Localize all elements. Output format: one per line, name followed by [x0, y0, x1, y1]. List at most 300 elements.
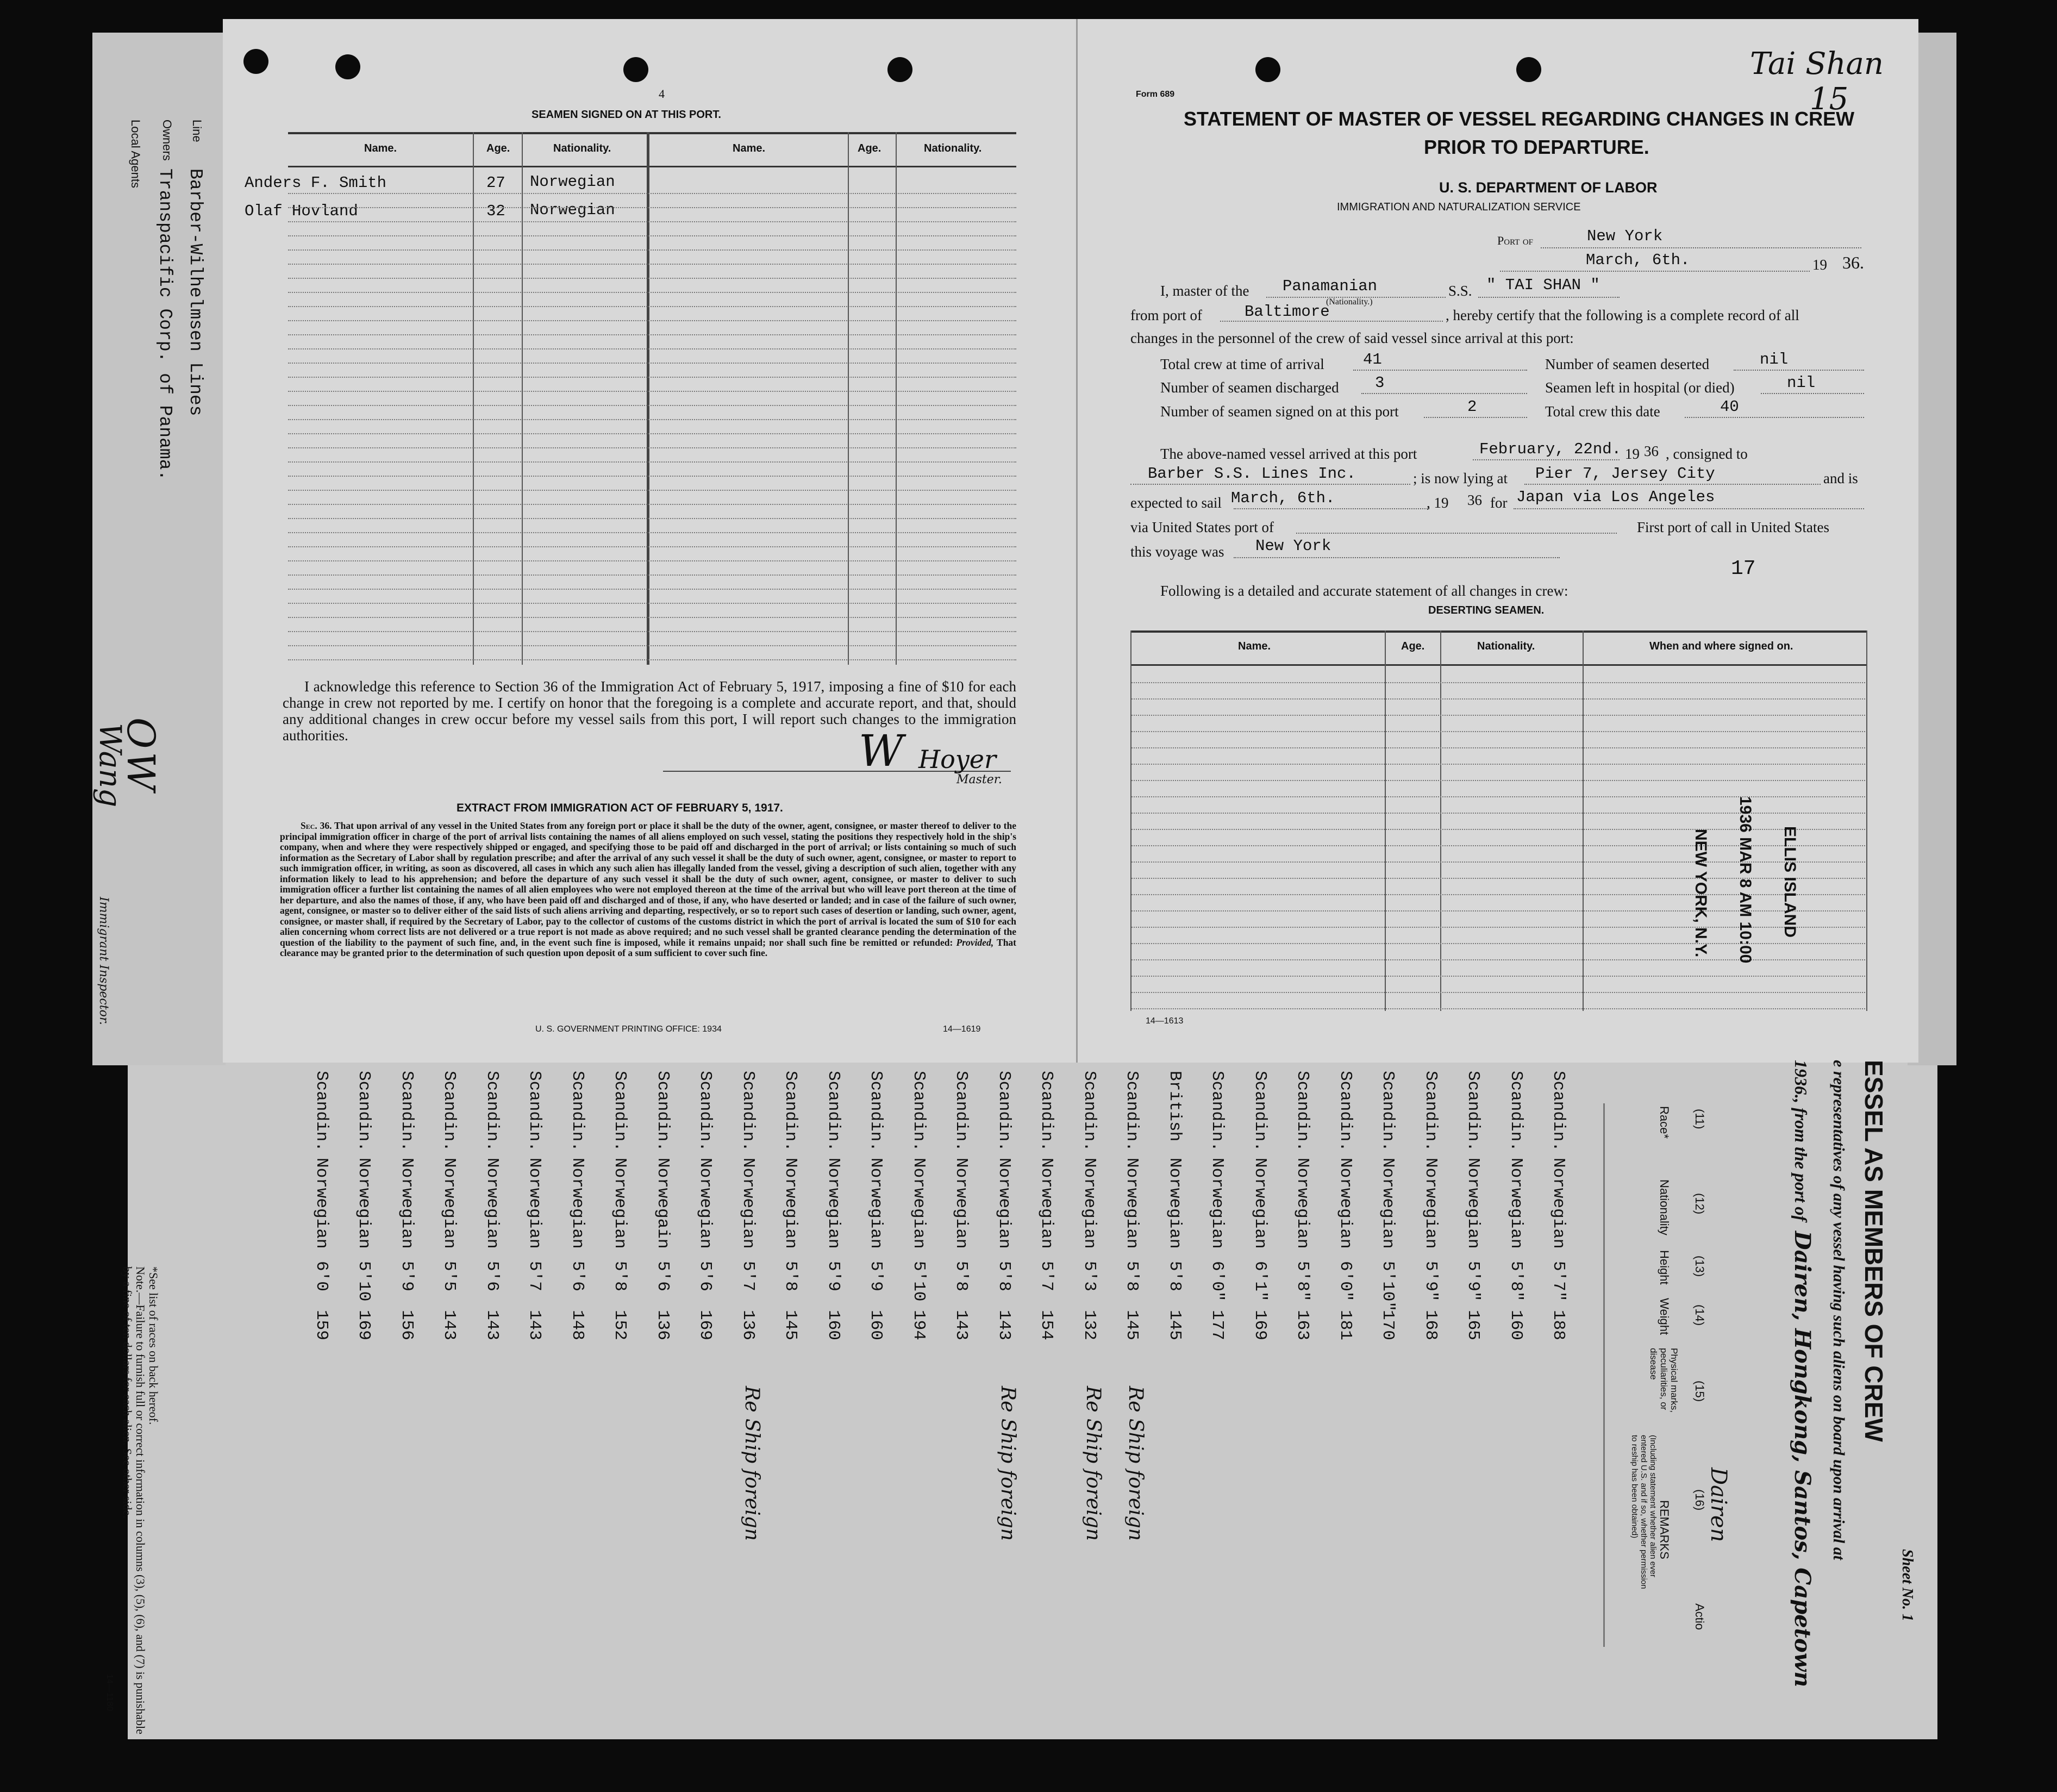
extract-lead: Sec. 36.: [301, 820, 332, 831]
signed-on-age: 27: [486, 174, 505, 192]
ellis-island-stamp-2: 1936 MAR 8 AM 10:00: [1736, 796, 1754, 964]
deserting-col-signed-on: When and where signed on.: [1649, 640, 1793, 652]
table-rule: [288, 207, 1016, 208]
discharged-label: Number of seamen discharged: [1160, 379, 1339, 396]
crew-nationality: Norwegain: [653, 1158, 672, 1249]
crew-nationality: Norwegian: [311, 1158, 331, 1249]
crew-race: Scandin.: [1079, 1071, 1099, 1152]
crew-race: Scandin.: [1037, 1071, 1056, 1152]
owners-label: Owners: [160, 120, 174, 161]
crew-weight: 145: [1165, 1310, 1184, 1340]
crew-nationality: Norwegian: [482, 1158, 502, 1249]
crew-height: 5'7: [738, 1261, 758, 1291]
nationality-caption: (Nationality.): [1326, 297, 1373, 307]
deserting-heading: DESERTING SEAMEN.: [1428, 604, 1545, 616]
crew-weight: 160: [866, 1310, 885, 1340]
col-name-2: Name.: [733, 142, 766, 154]
crew-weight: 143: [440, 1310, 459, 1340]
signed-on-heading: SEAMEN SIGNED ON AT THIS PORT.: [532, 109, 721, 121]
master-signature: W: [859, 726, 904, 776]
crew-nationality: Norwegian: [1421, 1158, 1440, 1249]
crew-nationality: Norwegian: [823, 1158, 843, 1249]
crew-height: 5'8": [1506, 1261, 1525, 1302]
table-rule: [288, 659, 1016, 660]
crew-weight: 148: [567, 1310, 587, 1340]
col-number-nationality: (12): [1693, 1193, 1706, 1215]
signed-on-count-value: 2: [1467, 398, 1477, 416]
crew-remark: Re Ship foreign: [1124, 1386, 1147, 1541]
remarks-note: (Including statement whether alien ever entered U.S. and if so, whether permission to reship has been obtained): [1630, 1435, 1658, 1589]
crew-height: 5'8: [1122, 1261, 1141, 1291]
table-rule: [288, 221, 1016, 222]
table-rule: [1131, 698, 1865, 700]
crew-nationality: Norwegian: [696, 1158, 715, 1249]
punch-hole: [243, 49, 268, 74]
lying-value: Pier 7, Jersey City: [1535, 465, 1715, 483]
certify-text: , hereby certify that the following is a complete record of all: [1446, 307, 1799, 323]
crew-weight: 145: [781, 1310, 800, 1340]
department: U. S. DEPARTMENT OF LABOR: [1439, 179, 1658, 196]
crew-weight: 165: [1464, 1310, 1483, 1340]
signed-on-nationality: Norwegian: [530, 201, 615, 219]
table-rule: [288, 249, 1016, 251]
sheet-label: Sheet No. 1: [1899, 1549, 1916, 1621]
crew-remark: Re Ship foreign: [1081, 1386, 1104, 1541]
crew-nationality: Norwegian: [1464, 1158, 1483, 1249]
crew-weight: 143: [994, 1310, 1014, 1340]
col-number-height: (13): [1693, 1256, 1706, 1277]
crew-weight: 168: [1421, 1310, 1440, 1340]
crew-height: 5'9": [1421, 1261, 1440, 1302]
bottom-form-code: 14—1180: [105, 1674, 114, 1712]
crew-nationality: Norwegian: [781, 1158, 800, 1249]
annotation-number: 15: [1810, 82, 1849, 117]
crew-race: Scandin.: [610, 1071, 629, 1152]
col-number-remarks: (16): [1693, 1489, 1706, 1511]
crew-weight: 154: [1037, 1310, 1056, 1340]
crew-nationality: Norwegian: [1250, 1158, 1270, 1249]
vessel-name: " TAI SHAN ": [1486, 276, 1600, 294]
deserting-col-name: Name.: [1238, 640, 1271, 652]
crew-race: Scandin.: [567, 1071, 587, 1152]
agents-label: Local Agents: [129, 120, 142, 188]
table-rule: [1131, 813, 1865, 814]
table-rule: [288, 377, 1016, 378]
crew-nationality: Norwegian: [1208, 1158, 1227, 1249]
statement-title-1: STATEMENT OF MASTER OF VESSEL REGARDING CHANGES IN CREW: [1184, 108, 1855, 130]
table-rule: [288, 264, 1016, 265]
table-rule: [288, 518, 1016, 519]
annotation-vessel: Tai Shan: [1750, 46, 1884, 82]
crew-race: Scandin.: [397, 1071, 416, 1152]
table-rule: [1131, 780, 1865, 781]
crew-race: Scandin.: [1549, 1071, 1568, 1152]
crew-height: 5'9": [1464, 1261, 1483, 1302]
extract-heading: EXTRACT FROM IMMIGRATION ACT OF FEBRUARY 5, 1917.: [457, 802, 783, 814]
crew-weight: 136: [738, 1310, 758, 1340]
crew-nationality: Norwegian: [952, 1158, 971, 1249]
crew-weight: 152: [610, 1310, 629, 1340]
crew-height: 5'8: [952, 1261, 971, 1291]
deserted-value: nil: [1760, 351, 1789, 369]
crew-height: 5'7": [1549, 1261, 1568, 1302]
footnote-races: *See list of races on back hereof.: [147, 1266, 160, 1425]
inspector-label: Immigrant Inspector.: [97, 897, 110, 1025]
col-nationality-2: Nationality.: [924, 142, 982, 154]
signed-on-nationality: Norwegian: [530, 173, 615, 191]
table-rule: [288, 461, 1016, 463]
crew-height: 6'0: [311, 1261, 331, 1291]
for-label: for: [1490, 495, 1508, 511]
owners-value: Transpacific Corp. of Panama.: [155, 168, 175, 481]
crew-race: Scandin.: [909, 1071, 928, 1152]
table-rule: [1131, 959, 1865, 960]
crew-height: 5'9: [823, 1261, 843, 1291]
col-label-nationality: Nationality: [1658, 1179, 1671, 1235]
year-prefix: 19: [1812, 257, 1827, 273]
crew-race: Scandin.: [653, 1071, 672, 1152]
crew-nationality: Norwegian: [525, 1158, 544, 1249]
changes-text: changes in the personnel of the crew of said vessel since arrival at this port:: [1130, 330, 1574, 346]
crew-remark: Re Ship foreign: [996, 1386, 1019, 1541]
master-signature-2: Hoyer: [918, 745, 997, 774]
arrived-year-prefix: 19: [1625, 446, 1640, 462]
table-rule: [1131, 747, 1865, 748]
crew-height: 5'9: [866, 1261, 885, 1291]
crew-height: 5'8": [1293, 1261, 1312, 1302]
table-rule: [1131, 682, 1865, 683]
total-crew-value: 41: [1363, 351, 1382, 369]
from-port-label: from port of: [1130, 307, 1202, 323]
total-this-date-label: Total crew this date: [1545, 403, 1660, 420]
crew-list-title: ESSEL AS MEMBERS OF CREW: [1860, 1060, 1888, 1442]
ellis-island-stamp-3: NEW YORK, N.Y.: [1692, 829, 1710, 958]
action-label: Actio: [1693, 1603, 1706, 1630]
crew-race: Scandin.: [1122, 1071, 1141, 1152]
table-rule: [288, 292, 1016, 293]
crew-list-year: [1790, 1060, 1815, 1687]
crew-race: Scandin.: [1293, 1071, 1312, 1152]
table-rule: [1131, 861, 1865, 863]
table-rule: [288, 334, 1016, 335]
signed-on-name: Olaf Hovland: [245, 202, 358, 220]
crew-height: 5'6: [567, 1261, 587, 1291]
right-form-code: 14—1613: [1146, 1016, 1184, 1026]
signed-on-age: 32: [486, 202, 505, 220]
left-form-code: 14—1619: [943, 1025, 981, 1034]
col-number-weight: (14): [1693, 1304, 1706, 1326]
col-label-height: Height: [1658, 1250, 1671, 1285]
table-rule: [288, 306, 1016, 307]
crew-remark: Re Ship foreign: [740, 1386, 763, 1541]
deserting-col-age: Age.: [1401, 640, 1425, 652]
from-port-label: , from the port of: [1791, 1099, 1811, 1221]
consignee-value: Barber S.S. Lines Inc.: [1148, 465, 1356, 483]
form-label: Form 689: [1136, 90, 1175, 99]
total-crew-label: Total crew at time of arrival: [1160, 356, 1324, 372]
crew-nationality: Norwegian: [567, 1158, 587, 1249]
table-rule: [1131, 894, 1865, 895]
footnote-note: Note.—Failure to furnish full or correct information in columns (3), (5), (6), and (7) is punishable by a fine of ten dollars for each alien. See other side.: [121, 1266, 147, 1734]
table-rule: [1131, 943, 1865, 944]
acknowledgement-text: I acknowledge this reference to Section 36 of the Immigration Act of February 5, 1917, imposing a fine of $10 for each change in crew not reported by me. I certify on honor that the foregoing is a complete and accurate report, and that, should any additional changes in crew occur before my vessel sails from this port, I will report such changes to the immigration authorities.: [283, 678, 1016, 744]
table-rule: [288, 603, 1016, 604]
col-number-race: (11): [1693, 1109, 1706, 1129]
table-rule: [288, 532, 1016, 533]
punch-hole: [1516, 57, 1541, 82]
table-rule: [1131, 976, 1865, 977]
crew-height: 5'9: [397, 1261, 416, 1291]
table-rule: [1131, 715, 1865, 716]
deserted-label: Number of seamen deserted: [1545, 356, 1710, 372]
first-port-label: First port of call in United States: [1637, 519, 1829, 535]
table-rule: [1131, 878, 1865, 879]
arrived-value: February, 22nd.: [1479, 440, 1622, 458]
table-rule: [288, 278, 1016, 279]
consigned-label: , consigned to: [1666, 446, 1748, 462]
crew-weight: 169: [354, 1310, 373, 1340]
ellis-island-stamp-1: ELLIS ISLAND: [1781, 826, 1799, 938]
page-number: 4: [659, 87, 665, 101]
statement-title-2: PRIOR TO DEPARTURE.: [1424, 136, 1649, 158]
table-rule: [288, 476, 1016, 477]
crew-weight: 143: [952, 1310, 971, 1340]
crew-weight: 169: [696, 1310, 715, 1340]
col-name: Name.: [364, 142, 397, 154]
punch-hole: [887, 57, 912, 82]
table-rule: [1131, 992, 1865, 993]
inspector-signature-2: Wang: [93, 723, 128, 808]
hospital-value: nil: [1787, 374, 1816, 392]
table-rule: [288, 645, 1016, 646]
table-rule: [288, 433, 1016, 434]
crew-race: British: [1165, 1071, 1184, 1142]
crew-race: Scandin.: [738, 1071, 758, 1152]
table-rule: [288, 546, 1016, 547]
col-nationality: Nationality.: [553, 142, 611, 154]
crew-nationality: Norwegian: [866, 1158, 885, 1249]
table-rule: [1131, 829, 1865, 830]
count-value: 17: [1731, 557, 1756, 580]
year-line-value: 36.: [1791, 1077, 1811, 1099]
punch-hole: [1255, 57, 1280, 82]
crew-race: Scandin.: [1506, 1071, 1525, 1152]
extract-text: That upon arrival of any vessel in the United States from any foreign port or place it shall be the duty of the owner, agent, consignee, or master thereof to deliver to the principal immigration officer in charge of the port of arrival lists containing the names of all aliens employed on such vessel, stating the positions they respectively hold in the ship's company, when and where they were respectively shipped or engaged, and specifying those to be paid off and discharged in the port of arrival; or lists containing so much of such information as the Secretary of Labor shall by regulation prescribe; and after the arrival of any such vessel it shall be the duty of such owner, agent, consignee, or master to report to such immigration officer, in writing, as soon as discovered, all cases in which any such alien has illegally landed from the vessel, giving a description of such alien, together with any information likely to lead to his apprehension; and before the departure of any such vessel it shall be the duty of such owner, agent, consignee, or master to deliver to such immigration officer a further list containing the names of all alien employees who were not employed thereon at the time of the arrival but who will leave port thereon at the time of her departure, and also the names of those, if any, who have been paid off and discharged and of those, if any, who have deserted or landed; and in case of the failure of such owner, agent, consignee, or master so to deliver either of the said lists of such aliens arriving and departing, respectively, or so to report such cases of desertion or landing, such owner, agent, consignee, or master shall, if required by the Secretary of Labor, pay to the collector of customs of the customs district in which the port of arrival is located the sum of $10 for each alien concerning whom correct lists are not delivered or a true report is not made as above required; and no such vessel shall be granted clearance pending the determination of the question of the liability to the payment of such fine, and, in the event such fine is imposed, while it remains unpaid; nor shall such fine be remitted or refunded:: [280, 820, 1016, 948]
crew-nationality: Norwegian: [1293, 1158, 1312, 1249]
crew-height: 5'8: [1165, 1261, 1184, 1291]
table-rule: [288, 235, 1016, 236]
table-rule: [1131, 927, 1865, 928]
crew-weight: 170: [1378, 1310, 1397, 1340]
crew-weight: 188: [1549, 1310, 1568, 1340]
crew-weight: 136: [653, 1310, 672, 1340]
voyage-value: New York: [1255, 537, 1331, 555]
table-rule: [1131, 1008, 1865, 1009]
via-label: via United States port of: [1130, 519, 1274, 535]
crew-race: Scandin.: [696, 1071, 715, 1152]
table-rule: [288, 193, 1016, 194]
crew-weight: 160: [823, 1310, 843, 1340]
table-rule: [288, 320, 1016, 321]
from-port-value: Baltimore: [1245, 303, 1330, 321]
crew-weight: 169: [1250, 1310, 1270, 1340]
inspector-signature: OW: [118, 717, 163, 795]
crew-race: Scandin.: [952, 1071, 971, 1152]
date-value: March, 6th.: [1586, 251, 1690, 269]
remarks-handwriting: Dairen: [1706, 1468, 1731, 1543]
punch-hole: [623, 57, 648, 82]
table-rule: [288, 589, 1016, 590]
table-rule: [288, 617, 1016, 618]
table-rule: [288, 363, 1016, 364]
expected-label: expected to sail: [1130, 495, 1222, 511]
crew-nationality: Norwegian: [440, 1158, 459, 1249]
total-this-date-value: 40: [1720, 398, 1739, 416]
year-line-prefix: 19: [1791, 1060, 1811, 1077]
table-rule: [288, 405, 1016, 406]
crew-weight: 194: [909, 1310, 928, 1340]
crew-height: 6'0": [1335, 1261, 1355, 1302]
col-label-marks: Physical marks, peculiarities, or disease: [1648, 1348, 1679, 1413]
crew-race: Scandin.: [1250, 1071, 1270, 1152]
line-value: Barber-Wilhelmsen Lines: [185, 168, 205, 416]
crew-weight: 156: [397, 1310, 416, 1340]
punch-hole: [335, 54, 360, 79]
crew-height: 5'10": [1378, 1261, 1397, 1312]
crew-height: 5'10: [354, 1261, 373, 1302]
crew-weight: 181: [1335, 1310, 1355, 1340]
line-label: Line: [190, 120, 204, 142]
table-rule: [1131, 731, 1865, 732]
crew-height: 5'3: [1079, 1261, 1099, 1291]
table-rule: [1131, 910, 1865, 911]
table-rule: [288, 560, 1016, 561]
crew-race: Scandin.: [866, 1071, 885, 1152]
following-text: Following is a detailed and accurate statement of all changes in crew:: [1160, 583, 1568, 599]
crew-race: Scandin.: [1335, 1071, 1355, 1152]
crew-nationality: Norwegian: [1378, 1158, 1397, 1249]
col-age-2: Age.: [858, 142, 881, 154]
crew-height: 5'8: [610, 1261, 629, 1291]
crew-weight: 159: [311, 1310, 331, 1340]
crew-weight: 143: [482, 1310, 502, 1340]
crew-race: Scandin.: [1464, 1071, 1483, 1152]
voyage-label: this voyage was: [1130, 544, 1224, 560]
crew-race: Scandin.: [1208, 1071, 1227, 1152]
crew-weight: 160: [1506, 1310, 1525, 1340]
crew-race: Scandin.: [1378, 1071, 1397, 1152]
expected-value: March, 6th.: [1231, 489, 1335, 507]
table-rule: [288, 490, 1016, 491]
sail-year-prefix: , 19: [1427, 495, 1449, 511]
printing-office: U. S. GOVERNMENT PRINTING OFFICE: 1934: [535, 1025, 722, 1034]
extract-proviso: That clearance may be granted prior to the determination of such question upon deposit of a sum sufficient to cover such fine.: [280, 936, 1017, 958]
crew-nationality: Norwegian: [1037, 1158, 1056, 1249]
crew-race: Scandin.: [440, 1071, 459, 1152]
master-of-label: I, master of the: [1160, 283, 1249, 299]
port-label: Port of: [1497, 234, 1534, 247]
table-rule: [1131, 764, 1865, 765]
crew-weight: 143: [525, 1310, 544, 1340]
col-label-race: Race*: [1658, 1106, 1671, 1139]
table-rule: [1131, 845, 1865, 846]
port-value: New York: [1587, 227, 1663, 245]
ss-label: S.S.: [1448, 283, 1472, 299]
crew-race: Scandin.: [525, 1071, 544, 1152]
crew-height: 5'10: [909, 1261, 928, 1302]
col-age: Age.: [486, 142, 510, 154]
crew-height: 5'7: [1037, 1261, 1056, 1291]
and-is-label: and is: [1823, 470, 1858, 486]
crew-height: 5'6: [482, 1261, 502, 1291]
crew-height: 6'1": [1250, 1261, 1270, 1302]
crew-nationality: Norwegian: [610, 1158, 629, 1249]
crew-nationality: Norwegian: [1122, 1158, 1141, 1249]
crew-nationality: Norwegian: [1165, 1158, 1184, 1249]
crew-weight: 177: [1208, 1310, 1227, 1340]
deserting-col-nationality: Nationality.: [1477, 640, 1535, 652]
table-rule: [288, 447, 1016, 448]
crew-height: 5'7: [525, 1261, 544, 1291]
table-rule: [1131, 796, 1865, 797]
crew-race: Scandin.: [1421, 1071, 1440, 1152]
crew-nationality: Norwegian: [738, 1158, 758, 1249]
discharged-value: 3: [1375, 374, 1385, 392]
crew-race: Scandin.: [311, 1071, 331, 1152]
col-label-remarks: REMARKS: [1658, 1500, 1671, 1559]
page-fold: [1076, 19, 1078, 1063]
signed-on-count-label: Number of seamen signed on at this port: [1160, 403, 1399, 420]
hospital-label: Seamen left in hospital (or died): [1545, 379, 1735, 396]
year-value: 36.: [1842, 253, 1864, 272]
crew-nationality: Norwegian: [354, 1158, 373, 1249]
table-rule: [288, 631, 1016, 632]
crew-height: 6'0": [1208, 1261, 1227, 1302]
extract-body: [280, 821, 1016, 959]
crew-nationality: Norwegian: [994, 1158, 1014, 1249]
sail-year-value: 36: [1467, 492, 1482, 508]
master-label: Master.: [956, 773, 1002, 786]
crew-nationality: Norwegian: [397, 1158, 416, 1249]
crew-race: Scandin.: [354, 1071, 373, 1152]
table-rule: [288, 575, 1016, 576]
crew-list-subtitle: e representatives of any vessel having such aliens on board upon arrival at: [1830, 1060, 1848, 1560]
lying-label: ; is now lying at: [1413, 470, 1508, 486]
crew-height: 5'8: [994, 1261, 1014, 1291]
crew-weight: 145: [1122, 1310, 1141, 1340]
table-rule: [288, 419, 1016, 420]
crew-height: 5'5: [440, 1261, 459, 1291]
service: IMMIGRATION AND NATURALIZATION SERVICE: [1337, 201, 1581, 213]
nationality-value: Panamanian: [1283, 277, 1378, 295]
table-rule: [288, 391, 1016, 392]
crew-race: Scandin.: [781, 1071, 800, 1152]
extract-proviso-lead: Provided,: [956, 936, 994, 948]
table-rule: [288, 504, 1016, 505]
signed-on-name: Anders F. Smith: [245, 174, 387, 192]
crew-nationality: Norwegian: [1549, 1158, 1568, 1249]
crew-nationality: Norwegian: [1079, 1158, 1099, 1249]
col-label-weight: Weight: [1658, 1298, 1671, 1335]
crew-race: Scandin.: [994, 1071, 1014, 1152]
arrived-label: The above-named vessel arrived at this port: [1160, 446, 1417, 462]
crew-race: Scandin.: [823, 1071, 843, 1152]
crew-weight: 132: [1079, 1310, 1099, 1340]
crew-nationality: Norwegian: [909, 1158, 928, 1249]
col-number-marks: (15): [1693, 1381, 1706, 1402]
table-rule: [288, 348, 1016, 349]
crew-nationality: Norwegian: [1506, 1158, 1525, 1249]
